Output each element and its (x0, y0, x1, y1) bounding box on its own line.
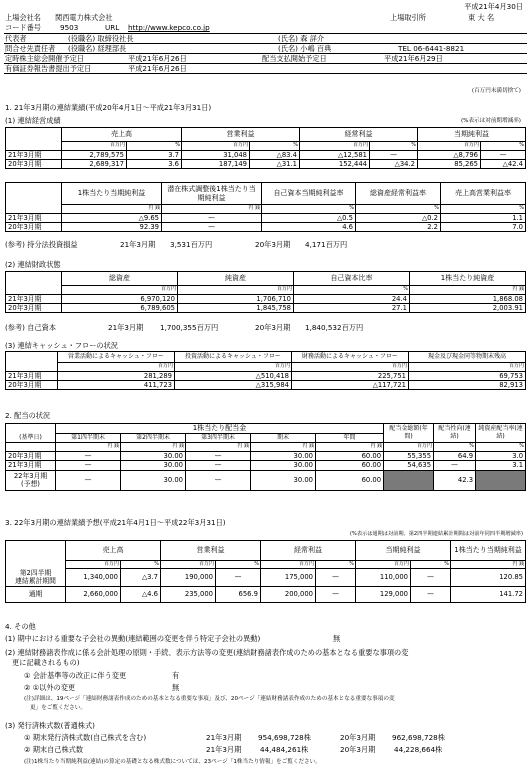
shares-issued-label: ① 期末発行済株式数(自己株式を含む) (24, 733, 147, 742)
dividend-date: 平成21年6月29日 (384, 54, 443, 63)
table-row: 21年3月期 281,289 △510,418 225,751 69,753 (6, 371, 526, 380)
url-link[interactable]: http://www.kepco.co.jp (128, 23, 210, 32)
table-row: 通期 2,660,000 △4.6 235,000 656.9 200,000 — 129,000 — 141.72 (6, 587, 526, 603)
table-row: 21年3月期 2,789,575 3.7 31,048 △83.4 △12,581 — △8,796 — (6, 150, 526, 159)
table-row: 20年3月期 — 30.00 — 30.00 60.00 55,355 64.9 3.0 (6, 451, 526, 460)
section4-title: 2. 配当の状況 (5, 411, 51, 420)
header-line (4, 43, 527, 44)
equity-method-note: (参考) 持分法投資損益 (5, 240, 78, 249)
ref-value: 1,840,532百万円 (305, 323, 364, 332)
dividend-table: 1株当たり配当金 配当金総額(年間) 配当性向(連結) 純資産配当率(連結) (基準日) 第1四半期末 第2四半期末 第3四半期末 期末 年間 円 銭 円 銭 円 銭 円 銭 円 銭 百万円 % % 20年3月期 — 30.00 — 30.00 60.00 55,355 64.9 3.0 21年3月期 — 30.00 — 30.00 60.00 54,635 — 3.1 22年3月期 (予想) — 30.00 — 30.00 60.00 42.3 (5, 423, 526, 491)
change-item-2: ② ①以外の変更 (24, 683, 76, 692)
table-row: 22年3月期 (予想) — 30.00 — 30.00 60.00 42.3 (6, 470, 526, 490)
ref-label: 21年3月期 (108, 323, 144, 332)
rep-name: (氏名) 森 詳介 (278, 34, 325, 43)
company-name: 関西電力株式会社 (55, 13, 113, 22)
subsidiary-change: (1) 期中における重要な子会社の異動(連結範囲の変更を伴う特定子会社の異動) (5, 634, 261, 643)
pct-note: (%表示は対前期増減率) (460, 118, 521, 124)
code-value: 9503 (60, 23, 79, 32)
shares-issued-21: 954,698,728株 (258, 733, 311, 742)
report-label: 有価証券報告書提出予定日 (5, 64, 92, 73)
report-date: 平成21年4月30日 (464, 2, 523, 11)
forecast-table: 売上高 営業利益 経常利益 当期純利益 1株当たり当期純利益 百万円 % 百万円 % 百万円 % 百万円 % 円 銭 第2四半期 連結累計期間 1,340,000 △3.7 190,000 — 175,000 — 110,000 — 120.85 通期 2,660,000 △4.6 235,000 656.9 200,000 — 129,000 — 141.72 (5, 540, 526, 603)
url-label: URL (105, 23, 120, 32)
shares-issued-20: 962,698,728株 (392, 733, 445, 742)
meeting-label: 定時株主総会開催予定日 (5, 54, 85, 63)
rounding-note: (百万円未満切捨て) (471, 88, 521, 94)
ref-value: 3,531百万円 (170, 240, 213, 249)
change-item-2-value: 無 (172, 683, 180, 692)
period-label: 20年3月期 (340, 733, 376, 742)
change-item-1: ① 会計基準等の改正に伴う変更 (24, 671, 127, 680)
financial-position-table: 総資産 純資産 自己資本比率 1株当たり純資産 百万円 百万円 % 円 銭 21年3月期 6,970,120 1,706,710 24.4 1,868.08 20年3月期 6,789,605 1,845,758 27.1 2,003.91 (5, 271, 526, 313)
table-row: 20年3月期 411,723 △315,984 △117,721 82,913 (6, 380, 526, 389)
accounting-footnote-cont: 更」をご覧ください。 (30, 705, 86, 711)
contact-title: (役職名) 経理部長 (68, 44, 127, 53)
ref-label: 20年3月期 (255, 323, 291, 332)
meeting-date: 平成21年6月26日 (128, 54, 187, 63)
section5-title: 3. 22年3月期の連結業績予想(平成21年4月1日～平成22年3月31日) (5, 518, 226, 527)
table-row: 21年3月期 6,970,120 1,706,710 24.4 1,868.08 (6, 294, 526, 303)
table-row: 21年3月期 △9.65 — △0.5 △0.2 1.1 (6, 213, 526, 222)
per-share-table: 1株当たり当期純利益 潜在株式調整後1株当たり当期純利益 自己資本当期純利益率 総資産経常利益率 売上高営業利益率 円 銭 円 銭 % % % 21年3月期 △9.65 — △0.5 △0.2 1.1 20年3月期 92.39 — 4.6 2.2 7.0 (5, 182, 526, 232)
section1-sub: (1) 連結経営成績 (5, 116, 61, 125)
rep-title: (役職名) 取締役社長 (68, 34, 134, 43)
shares-footnote: (注)1株当たり当期純利益(連結)の算定の基礎となる株式数については、23ページ「1株当たり情報」をご覧ください。 (24, 759, 321, 765)
period-label: 20年3月期 (340, 745, 376, 754)
exchange-label: 上場取引所 (390, 13, 426, 22)
rep-label: 代表者 (5, 34, 27, 43)
operating-results-table: 売上高 営業利益 経常利益 当期純利益 百万円 % 百万円 % 百万円 % 百万円 % 21年3月期 2,789,575 3.7 31,048 △83.4 △12,581 — △8,796 — 20年3月期 2,689,317 3.6 187,149 △31.1 152,444 △34.2 85,265 △42.4 (5, 127, 526, 169)
period-label: 21年3月期 (206, 745, 242, 754)
accounting-change: (2) 連結財務諸表作成に係る会計処理の原則・手続、表示方法等の変更(連結財務諸表作成のための基本となる重要な事項の変 (5, 648, 409, 657)
header-line (4, 73, 527, 74)
table-row: 第2四半期 連結累計期間 1,340,000 △3.7 190,000 — 175,000 — 110,000 — 120.85 (6, 569, 526, 587)
cashflow-table: 営業活動によるキャッシュ・フロー 投資活動によるキャッシュ・フロー 財務活動によるキャッシュ・フロー 現金及び現金同等物期末残高 百万円 百万円 百万円 百万円 21年3月期 281,289 △510,418 225,751 69,753 20年3月期 411,723 △315,984 △117,721 82,913 (5, 351, 526, 390)
change-item-1-value: 有 (172, 671, 180, 680)
accounting-footnote: (注)詳細は、19ページ「連結財務諸表作成のための基本となる重要な事項」及び、20ページ「連結財務諸表作成のための基本となる重要な事項の変 (24, 696, 395, 702)
header-line (4, 63, 527, 64)
section3-title: (3) 連結キャッシュ・フローの状況 (5, 341, 118, 350)
treasury-shares-21: 44,484,261株 (260, 745, 309, 754)
contact-label: 問合せ先責任者 (5, 44, 56, 53)
ref-label: 20年3月期 (255, 240, 291, 249)
subsidiary-change-value: 無 (333, 634, 341, 643)
ref-value: 1,700,355百万円 (160, 323, 219, 332)
report-date-value: 平成21年6月26日 (128, 64, 187, 73)
section6-title: 4. その他 (5, 622, 36, 631)
forecast-note: (%表示は通期は対前期、第2四半期連結累計期間は対前年同四半期増減率) (349, 531, 523, 537)
treasury-shares-label: ② 期末自己株式数 (24, 745, 84, 754)
treasury-shares-20: 44,228,664株 (394, 745, 443, 754)
code-label: コード番号 (5, 23, 41, 32)
shares-title: (3) 発行済株式数(普通株式) (5, 721, 95, 730)
table-row: 20年3月期 92.39 — 4.6 2.2 7.0 (6, 222, 526, 231)
table-row: 21年3月期 — 30.00 — 30.00 60.00 54,635 — 3.1 (6, 461, 526, 470)
contact-name: (氏名) 小嶋 百典 (278, 44, 332, 53)
section1-title: 1. 21年3月期の連結業績(平成20年4月1日～平成21年3月31日) (5, 103, 212, 112)
section2-title: (2) 連結財政状態 (5, 260, 61, 269)
ref-label: 21年3月期 (120, 240, 156, 249)
table-row: 20年3月期 2,689,317 3.6 187,149 △31.1 152,444 △34.2 85,265 △42.4 (6, 159, 526, 168)
period-label: 21年3月期 (206, 733, 242, 742)
own-capital-note: (参考) 自己資本 (5, 323, 57, 332)
ref-value: 4,171百万円 (305, 240, 348, 249)
tel: TEL 06-6441-8821 (398, 44, 465, 53)
company-label: 上場会社名 (5, 13, 41, 22)
accounting-change-cont: 更に記載されるもの) (12, 658, 80, 667)
exchange-value: 東 大 名 (468, 13, 495, 22)
dividend-label: 配当支払開始予定日 (262, 54, 327, 63)
header-line (4, 53, 527, 54)
table-row: 20年3月期 6,789,605 1,845,758 27.1 2,003.91 (6, 303, 526, 312)
header-line (4, 33, 527, 34)
